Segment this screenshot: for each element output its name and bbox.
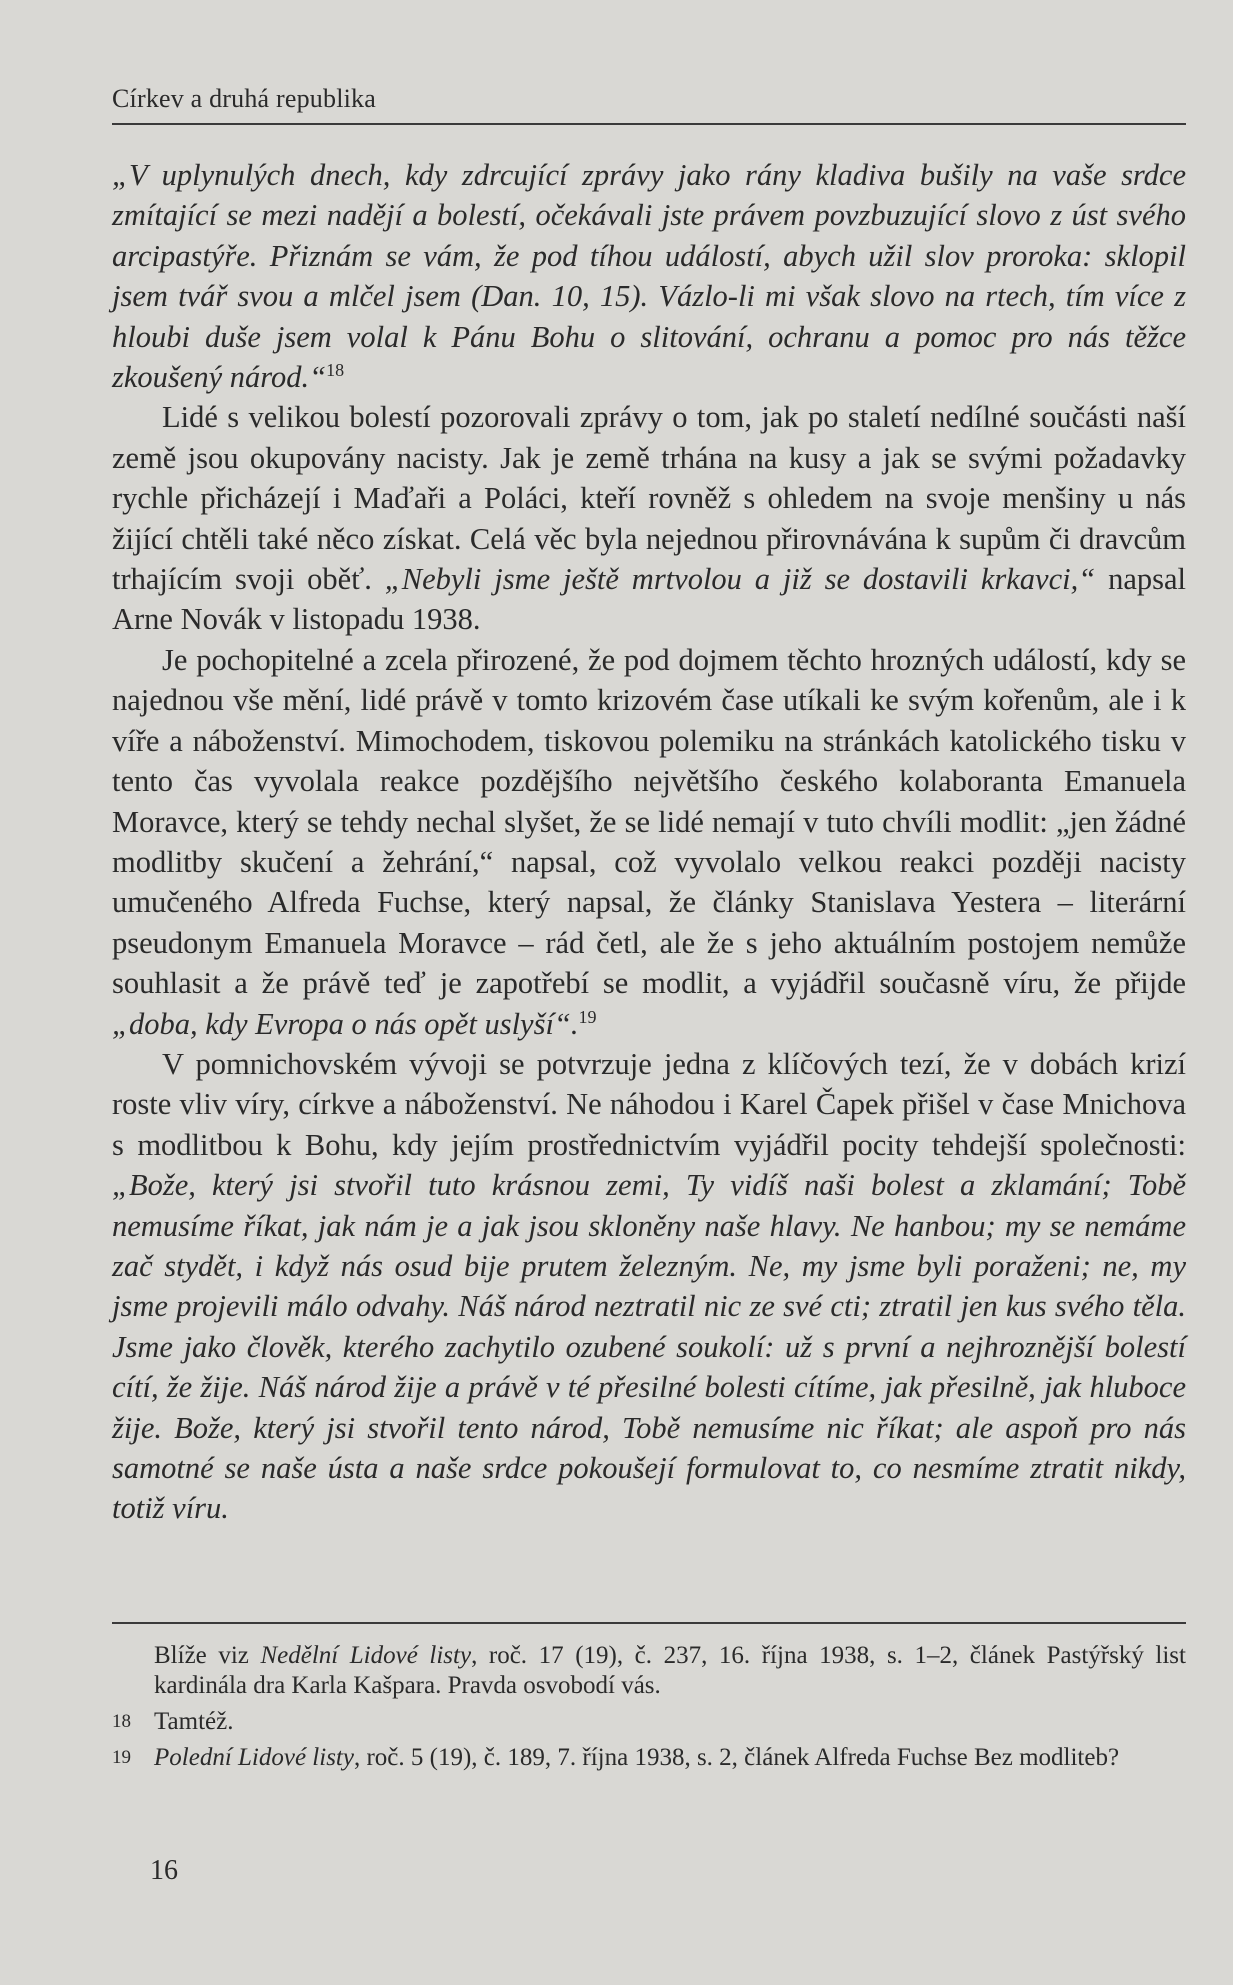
paragraph-faith: [112, 640, 1186, 1044]
paragraph-capek: [112, 1044, 1186, 1529]
paragraph-occupation: [112, 397, 1186, 639]
footnote-divider: [112, 1622, 1186, 1624]
pastoral-letter-quote: „V uplynulých dnech, kdy zdrcující zprávy jako rány kladiva bušily na vaše srdce zmítající se mezi nadějí a bolestí, očekávali jste právem povzbuzující slovo z úst svého arcipastýře. Přiznám se vám, že pod tíhou událostí, abych užil slov proroka: sklopil jsem tvář svou a mlčel jsem (Dan. 10, 15). Vázlo-li mi však slovo na rtech, tím více z hloubi duše jsem volal k Pánu Bohu o slitování, ochranu a pomoc pro nás těžce zkoušený národ.“: [112, 158, 1186, 395]
footnote-number: 18: [112, 1711, 131, 1732]
novak-quote: „Nebyli jsme ještě mrtvolou a již se dostavili krkavci,“: [384, 562, 1096, 597]
paragraph-text: V pomnichovském vývoji se potvrzuje jedna z klíčových tezí, že v dobách krizí roste vliv víry, církve a náboženství. Ne náhodou i Karel Čapek přišel v čase Mnichova s modlitbou k Bohu, kdy jejím prostřednictvím vyjádřil pocity tehdejší společnosti:: [112, 1046, 1186, 1162]
paragraph-text: Je pochopitelné a zcela přirozené, že pod dojmem těchto hrozných událostí, kdy se najednou vše mění, lidé právě v tomto krizovém čase utíkali ke svým kořenům, ale i k víře a náboženství. Mimochodem, tiskovou polemiku na stránkách katolického tisku v tento čas vyvolala reakce pozdějšího největšího českého kolaboranta Emanuela Moravce, který se tehdy nechal slyšet, že se lidé nemají v tuto chvíli modlit: „jen žádné modlitby skučení a žehrání,“ napsal, což vyvolalo velkou reakci později nacisty umučeného Alfreda Fuchse, který napsal, že články Stanislava Yestera – literární pseudonym Emanuela Moravce – rád četl, ale že s jeho aktuálním postojem nemůže souhlasit a že právě teď je zapotřebí se modlit, a vyjádřil současně víru, že přijde: [112, 642, 1186, 1001]
footnote-18: [112, 1707, 1186, 1737]
main-text: [112, 155, 1186, 1529]
footnote-number: 19: [112, 1747, 131, 1768]
running-header: Církev a druhá republika: [112, 84, 376, 113]
footnote-ref-18: 18: [326, 359, 345, 380]
paragraph-text: Lidé s velikou bolestí pozorovali zprávy o tom, jak po staletí nedílné součásti naší země jsou okupovány nacisty. Jak je země trhána na kusy a jak se svými požadavky rychle přicházejí i Maďaři a Poláci, kteří rovněž s ohledem na svoje menšiny u nás žijící chtěli také něco získat. Celá věc byla nejednou přirovnávána k supům či dravcům trhajícím svoji oběť.: [112, 400, 1186, 597]
footnote-text: Blíže viz: [154, 1642, 261, 1669]
footnote-text: Tamtéž.: [154, 1708, 234, 1735]
footnote-text: , roč. 17 (19), č. 237, 16. října 1938, s. 1–2, článek Pastýřský list kardinála dra Karla Kašpara. Pravda osvobodí vás.: [154, 1642, 1186, 1699]
page-number: 16: [150, 1855, 178, 1886]
fuchs-quote: „doba, kdy Evropa o nás opět uslyší“.: [112, 1006, 579, 1041]
paragraph-text: napsal Arne Novák v listopadu 1938.: [112, 562, 1186, 637]
capek-prayer-quote: „Bože, který jsi stvořil tuto krásnou zemi, Ty vidíš naši bolest a zklamání; Tobě nemusíme říkat, jak nám je a jak jsou skloněny naše hlavy. Ne hanbou; my se nemáme zač stydět, i když nás osud bije prutem železným. Ne, my jsme byli poraženi; ne, my jsme projevili málo odvahy. Náš národ neztratil nic ze své cti; ztratil jen kus svého těla. Jsme jako člověk, kterého zachytilo ozubené soukolí: už s první a nejhroznější bolestí cítí, že žije. Náš národ žije a právě v té přesilné bolesti cítíme, jak přesilně, jak hluboce žije. Bože, který jsi stvořil tento národ, Tobě nemusíme nic říkat; ale aspoň pro nás samotné se naše ústa a naše srdce pokoušejí formulovat to, co nesmíme ztratit nikdy, totiž víru.: [112, 1168, 1186, 1526]
footnote-continued: [112, 1641, 1186, 1701]
footnote-19: [112, 1743, 1186, 1773]
footnote-ref-19: 19: [578, 1006, 597, 1027]
quote-paragraph: [112, 155, 1186, 397]
footnote-text: , roč. 5 (19), č. 189, 7. října 1938, s. 2, článek Alfreda Fuchse Bez modliteb?: [353, 1744, 1120, 1771]
footnotes: [112, 1641, 1186, 1779]
header-divider: [112, 123, 1186, 125]
footnote-source-title: Polední Lidové listy: [154, 1744, 354, 1771]
footnote-source-title: Nedělní Lidové listy: [260, 1642, 472, 1669]
